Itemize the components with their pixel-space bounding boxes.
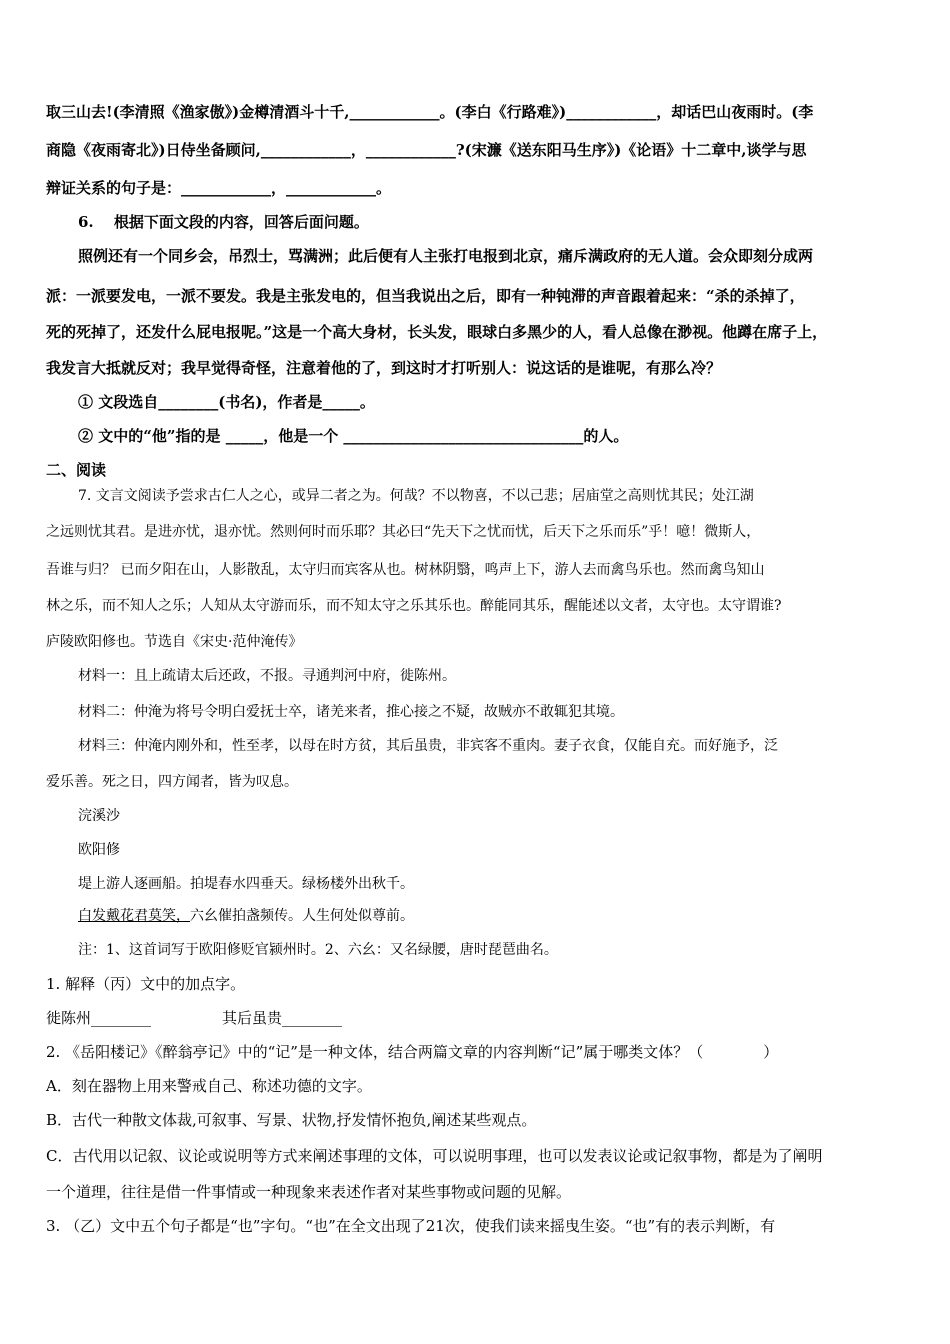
material-2: 材料二：仲淹为将号令明白爱抚士卒，诸羌来者，推心接之不疑，故贼亦不敢辄犯其境。 <box>78 704 624 720</box>
q2-option-c-cont: 一个道理，往往是借一件事情或一种现象来表述作者对某些事物或问题的见解。 <box>46 1183 572 1201</box>
q6-passage-line: 派：一派要发电，一派不要发。我是主张发电的，但当我说出之后，即有一种钝滞的声音跟着起来：“杀的杀掉了， <box>46 287 805 305</box>
q6-passage-line: 死的死掉了，还发什么屁电报呢。”这是一个高大身材，长头发，眼球白多黑少的人，看人总像在渺视。他蹲在席子上， <box>46 323 828 341</box>
q6-subquestion-2: ② 文中的“他”指的是 _____，他是一个 ________________________________的人。 <box>78 427 629 445</box>
question-2: 2. 《岳阳楼记》《醉翁亭记》中的“记”是一种文体，结合两篇文章的内容判断“记”属于哪类文体？（ ） <box>46 1043 779 1061</box>
material-1: 材料一：且上疏请太后还政，不报。寻通判河中府，徙陈州。 <box>78 668 456 684</box>
question-1: 1. 解释（丙）文中的加点字。 <box>46 975 246 993</box>
poem-line-1: 堤上游人逐画船。拍堤春水四垂天。绿杨楼外出秋千。 <box>78 876 414 892</box>
q6-heading: 6. 根据下面文段的内容，回答后面问题。 <box>78 213 369 231</box>
material-3: 材料三：仲淹内刚外和，性至孝，以母在时方贫，其后虽贵，非宾客不重肉。妻子衣食，仅能自充。而好施予，泛 <box>78 738 778 754</box>
q7-passage-line: 吾谁与归？ 已而夕阳在山，人影散乱，太守归而宾客从也。树林阴翳，鸣声上下，游人去而禽鸟乐也。然而禽鸟知山 <box>46 562 765 578</box>
material-3-cont: 爱乐善。死之日，四方闻者，皆为叹息。 <box>46 774 298 790</box>
poem-note: 注：1、这首词写于欧阳修贬官颍州时。2、六幺：又名绿腰，唐时琵琶曲名。 <box>78 942 558 958</box>
q6-passage-line: 我发言大抵就反对；我早觉得奇怪，注意着他的了，到这时才打听别人：说这话的是谁呢，有那么冷？ <box>46 359 722 377</box>
poem-title: 浣溪沙 <box>78 808 120 824</box>
q7-passage-line: 林之乐，而不知人之乐；人知从太守游而乐，而不知太守之乐其乐也。醉能同其乐，醒能述以文者，太守也。太守谓谁? <box>46 598 782 614</box>
section-heading: 二、阅读 <box>46 461 107 479</box>
q2-option-c: C．古代用以记叙、议论或说明等方式来阐述事理的文体，可以说明事理，也可以发表议论或记叙事物，都是为了阐明 <box>46 1147 823 1165</box>
poem-underlined-phrase: 白发戴花君莫笑， <box>78 908 190 924</box>
q6-subquestion-1: ① 文段选自________(书名)，作者是_____。 <box>78 393 375 411</box>
q7-passage-line: 7. 文言文阅读予尝求古仁人之心，或异二者之为。何哉？不以物喜，不以己悲；居庙堂之高则忧其民；处江湖 <box>78 488 754 504</box>
q1-blank-b: 其后虽贵________ <box>222 1009 343 1027</box>
q6-passage-line: 照例还有一个同乡会，吊烈士，骂满洲；此后便有人主张打电报到北京，痛斥满政府的无人道。会众即刻分成两 <box>78 247 814 265</box>
poem-line-2 <box>78 906 414 926</box>
q7-passage-line: 之远则忧其君。是进亦忧，退亦忧。然则何时而乐耶？其必曰“先天下之忧而忧，后天下之乐而乐”乎！噫！微斯人， <box>46 524 761 540</box>
q5-line-3: 辩证关系的句子是：____________，____________。 <box>46 179 392 197</box>
q5-line-1: 取三山去!(李清照《渔家傲》)金樽清酒斗十千,____________。(李白《行路难》)____________，却话巴山夜雨时。(李 <box>46 103 814 121</box>
poem-author: 欧阳修 <box>78 842 120 858</box>
poem-line-2-rest: 六幺催拍盏频传。人生何处似尊前。 <box>190 908 414 924</box>
q2-option-a: A．刻在器物上用来警戒自己、称述功德的文字。 <box>46 1077 372 1095</box>
q1-blank-a: 徙陈州________ <box>46 1009 152 1027</box>
q5-line-2: 商隐《夜雨寄北》)日侍坐备顾问,____________，____________?(宋濂《送东阳马生序》)《论语》十二章中,谈学与思 <box>46 141 807 159</box>
q2-option-b: B．古代一种散文体裁,可叙事、写景、状物,抒发情怀抱负,阐述某些观点。 <box>46 1111 537 1129</box>
q7-passage-line: 庐陵欧阳修也。节选自《宋史·范仲淹传》 <box>46 634 303 650</box>
question-3: 3. （乙）文中五个句子都是“也”字句。“也”在全文出现了21次，使我们读来摇曳生姿。“也”有的表示判断，有 <box>46 1217 776 1235</box>
